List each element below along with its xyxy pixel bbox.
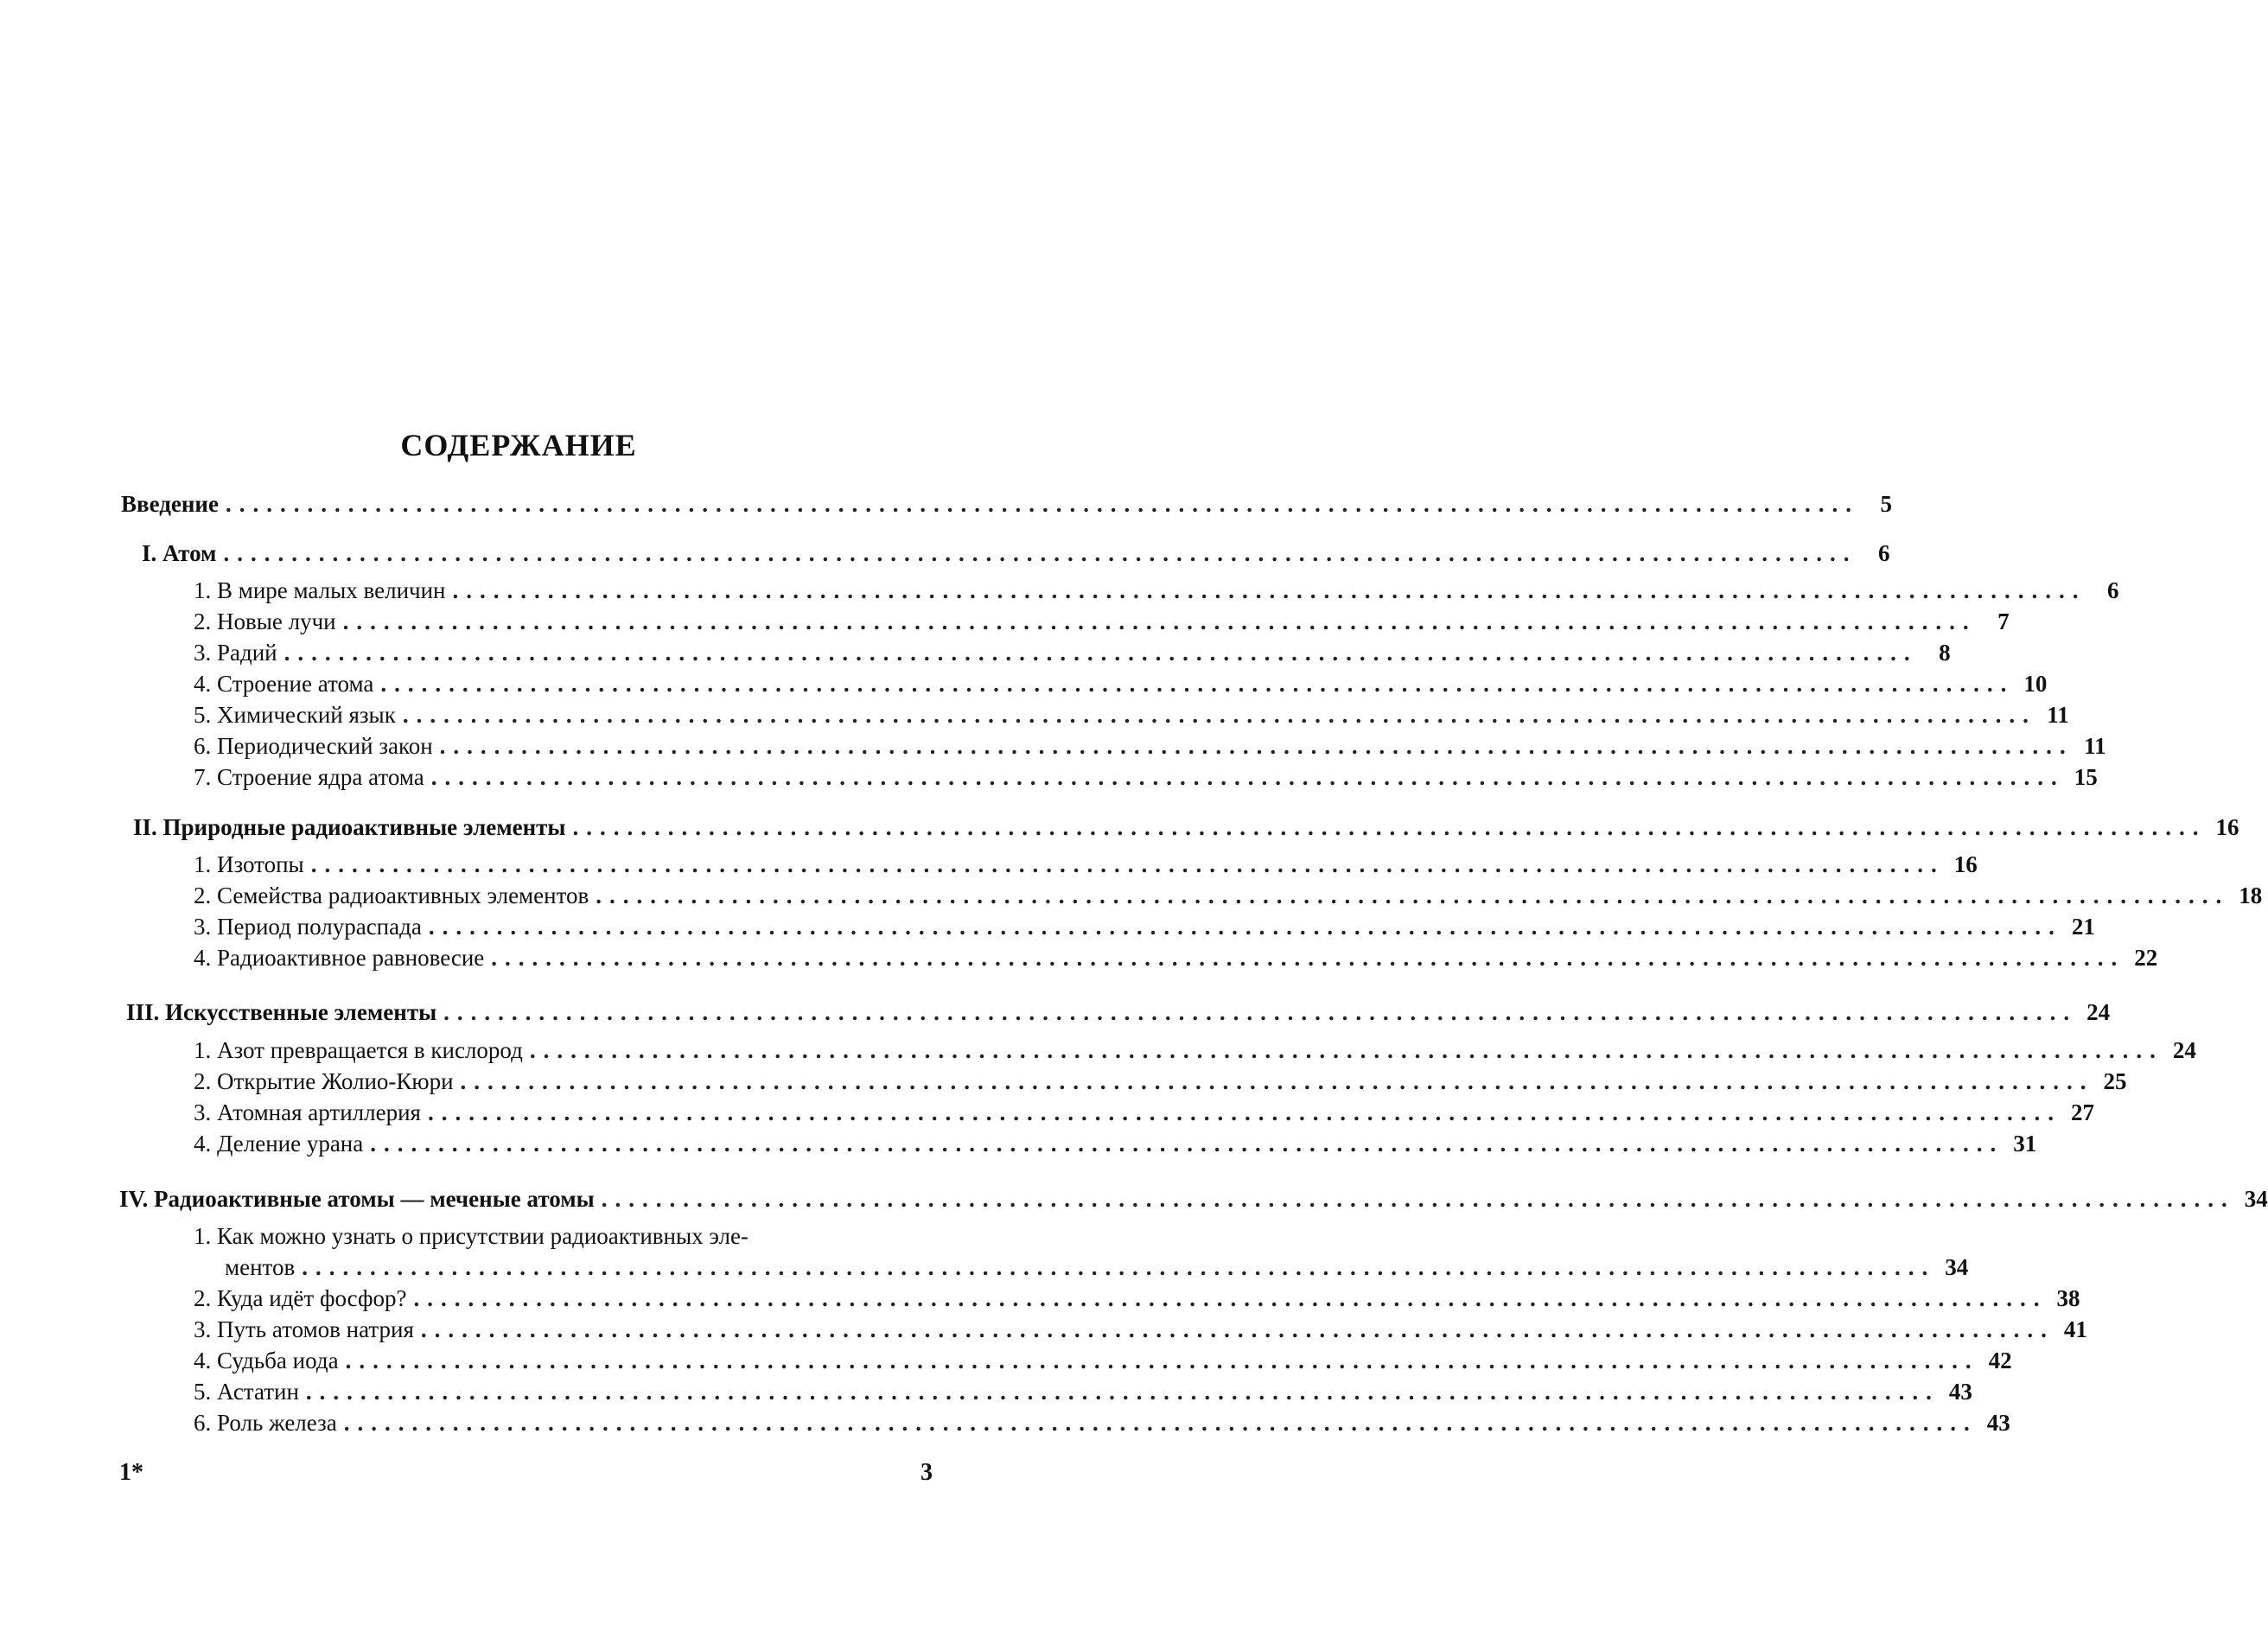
leader-dots: ........................................................................................................................ bbox=[370, 1131, 2004, 1157]
toc-item-page: 25 bbox=[2103, 1068, 2127, 1094]
toc-item-label: 2. Открытие Жолио-Кюри bbox=[194, 1068, 454, 1094]
toc-chapter-2 bbox=[133, 812, 2239, 842]
toc-item bbox=[194, 700, 2069, 730]
toc-item-label: 2. Семейства радиоактивных элементов bbox=[194, 883, 589, 908]
toc-item bbox=[194, 1377, 1972, 1406]
toc-item-page: 6 bbox=[2107, 577, 2119, 603]
toc-item bbox=[194, 912, 2095, 941]
toc-item-page: 18 bbox=[2239, 883, 2263, 908]
leader-dots: ........................................................................................................................ bbox=[342, 609, 1977, 634]
toc-item bbox=[194, 1129, 2037, 1158]
toc-chapter-page: 6 bbox=[1877, 540, 1890, 566]
toc-item bbox=[194, 576, 2119, 605]
leader-dots: ........................................................................................................................ bbox=[452, 577, 2086, 603]
leader-dots: ........................................................................................................................ bbox=[380, 671, 2015, 697]
toc-item-page: 15 bbox=[2074, 764, 2098, 790]
toc-item bbox=[194, 1098, 2094, 1127]
toc-item-page: 22 bbox=[2134, 945, 2158, 971]
toc-item bbox=[194, 638, 1951, 667]
toc-item-label: 3. Период полураспада bbox=[194, 914, 422, 940]
toc-item-page: 43 bbox=[1986, 1410, 2010, 1436]
leader-dots: ........................................................................................................................ bbox=[302, 1254, 1936, 1280]
toc-chapter-label: III. Искусственные элементы bbox=[126, 999, 437, 1025]
page-title: СОДЕРЖАНИЕ bbox=[400, 428, 637, 462]
toc-item-label-line1: 1. Как можно узнать о присутствии радиоактивных эле- bbox=[194, 1223, 749, 1249]
toc-item-page: 11 bbox=[2047, 702, 2069, 728]
toc-chapter-page: 16 bbox=[2215, 814, 2239, 840]
toc-item-label: 7. Строение ядра атома bbox=[194, 764, 424, 790]
leader-dots: ........................................................................................................................ bbox=[529, 1037, 2163, 1063]
toc-chapter-page: 24 bbox=[2086, 999, 2111, 1025]
toc-item-label: 5. Химический язык bbox=[194, 702, 396, 728]
toc-item-label: 3. Радий bbox=[194, 640, 277, 666]
toc-item-page: 21 bbox=[2071, 914, 2095, 940]
toc-chapter-label: IV. Радиоактивные атомы — меченые атомы bbox=[119, 1186, 595, 1212]
toc-item bbox=[194, 943, 2158, 972]
toc-entry-intro bbox=[121, 489, 1892, 519]
leader-dots: ........................................................................................................................ bbox=[343, 1410, 1978, 1436]
toc-item bbox=[194, 762, 2098, 792]
toc-entry-page: 5 bbox=[1880, 491, 1892, 517]
signature-mark: 1* bbox=[119, 1459, 143, 1486]
toc-chapter-label: II. Природные радиоактивные элементы bbox=[133, 814, 566, 840]
toc-item-label: 4. Радиоактивное равновесие bbox=[194, 945, 485, 971]
toc-item-label: 6. Роль железа bbox=[194, 1410, 337, 1436]
toc-item bbox=[225, 1252, 1969, 1282]
toc-item bbox=[194, 607, 2010, 636]
leader-dots: ........................................................................................................................ bbox=[439, 733, 2074, 759]
toc-item bbox=[194, 1067, 2127, 1096]
toc-item-label: 1. В мире малых величин bbox=[194, 577, 446, 603]
toc-item-page: 16 bbox=[1953, 851, 1978, 877]
toc-item-label: 1. Азот превращается в кислород bbox=[194, 1037, 523, 1063]
toc-chapter-label: I. Атом bbox=[142, 540, 217, 566]
toc-item bbox=[194, 1036, 2196, 1065]
toc-item-label: 4. Деление урана bbox=[194, 1131, 364, 1157]
toc-item-page: 34 bbox=[1945, 1254, 1969, 1280]
toc-item bbox=[194, 669, 2048, 698]
toc-item bbox=[194, 850, 1978, 879]
page-number: 3 bbox=[921, 1459, 933, 1486]
toc-item-label: 3. Путь атомов натрия bbox=[194, 1316, 414, 1342]
toc-item-label: 3. Атомная артиллерия bbox=[194, 1099, 421, 1125]
leader-dots: ........................................................................................................................ bbox=[428, 914, 2062, 940]
leader-dots: ........................................................................................................................ bbox=[491, 945, 2125, 971]
leader-dots: ........................................................................................................................ bbox=[430, 764, 2065, 790]
leader-dots: ........................................................................................................................ bbox=[305, 1379, 1940, 1405]
toc-chapter-3 bbox=[126, 997, 2111, 1027]
leader-dots: ........................................................................................................................ bbox=[284, 640, 1918, 666]
toc-item-page: 11 bbox=[2084, 733, 2106, 759]
toc-item-page: 31 bbox=[2013, 1131, 2037, 1157]
leader-dots: ........................................................................................................................ bbox=[345, 1348, 1979, 1373]
leader-dots: ........................................................................................................................ bbox=[572, 814, 2207, 840]
leader-dots: ........................................................................................................................ bbox=[460, 1068, 2094, 1094]
leader-dots: ........................................................................................................................ bbox=[427, 1099, 2061, 1125]
toc-item-page: 24 bbox=[2172, 1037, 2196, 1063]
toc-item-page: 7 bbox=[1997, 609, 2010, 634]
toc-item bbox=[194, 881, 2263, 910]
toc-item-label: 2. Новые лучи bbox=[194, 609, 336, 634]
leader-dots: ........................................................................................................................ bbox=[225, 491, 1859, 517]
toc-item-label: 4. Судьба иода bbox=[194, 1348, 339, 1373]
leader-dots: ........................................................................................................................ bbox=[402, 702, 2036, 728]
leader-dots: ........................................................................................................................ bbox=[601, 1186, 2235, 1212]
toc-item bbox=[194, 731, 2106, 761]
toc-item bbox=[194, 1315, 2087, 1344]
toc-item-label: 2. Куда идёт фосфор? bbox=[194, 1285, 407, 1311]
toc-entry-label: Введение bbox=[121, 491, 219, 517]
toc-chapter-1 bbox=[142, 538, 1890, 568]
toc-item-label: ментов bbox=[225, 1254, 296, 1280]
toc-item-label: 6. Периодический закон bbox=[194, 733, 433, 759]
toc-item-page: 10 bbox=[2023, 671, 2048, 697]
toc-item-page: 42 bbox=[1988, 1348, 2012, 1373]
toc-item-page: 27 bbox=[2070, 1099, 2094, 1125]
toc-item bbox=[194, 1408, 2010, 1437]
toc-chapter-4 bbox=[119, 1184, 2268, 1214]
toc-chapter-page: 34 bbox=[2244, 1186, 2268, 1212]
toc-item-label: 1. Изотопы bbox=[194, 851, 304, 877]
toc-item-label: 4. Строение атома bbox=[194, 671, 374, 697]
toc-item bbox=[194, 1284, 2080, 1313]
toc-item-page: 8 bbox=[1939, 640, 1951, 666]
toc-item-label: 5. Астатин bbox=[194, 1379, 299, 1405]
toc-item-page: 43 bbox=[1948, 1379, 1972, 1405]
leader-dots: ........................................................................................................................ bbox=[596, 883, 2230, 908]
leader-dots: ........................................................................................................................ bbox=[443, 999, 2078, 1025]
leader-dots: ........................................................................................................................ bbox=[310, 851, 1945, 877]
toc-item-page: 41 bbox=[2063, 1316, 2087, 1342]
toc-item-page: 38 bbox=[2056, 1285, 2080, 1311]
leader-dots: ........................................................................................................................ bbox=[223, 540, 1857, 566]
leader-dots: ........................................................................................................................ bbox=[413, 1285, 2048, 1311]
leader-dots: ........................................................................................................................ bbox=[420, 1316, 2055, 1342]
toc-item bbox=[194, 1346, 2012, 1375]
